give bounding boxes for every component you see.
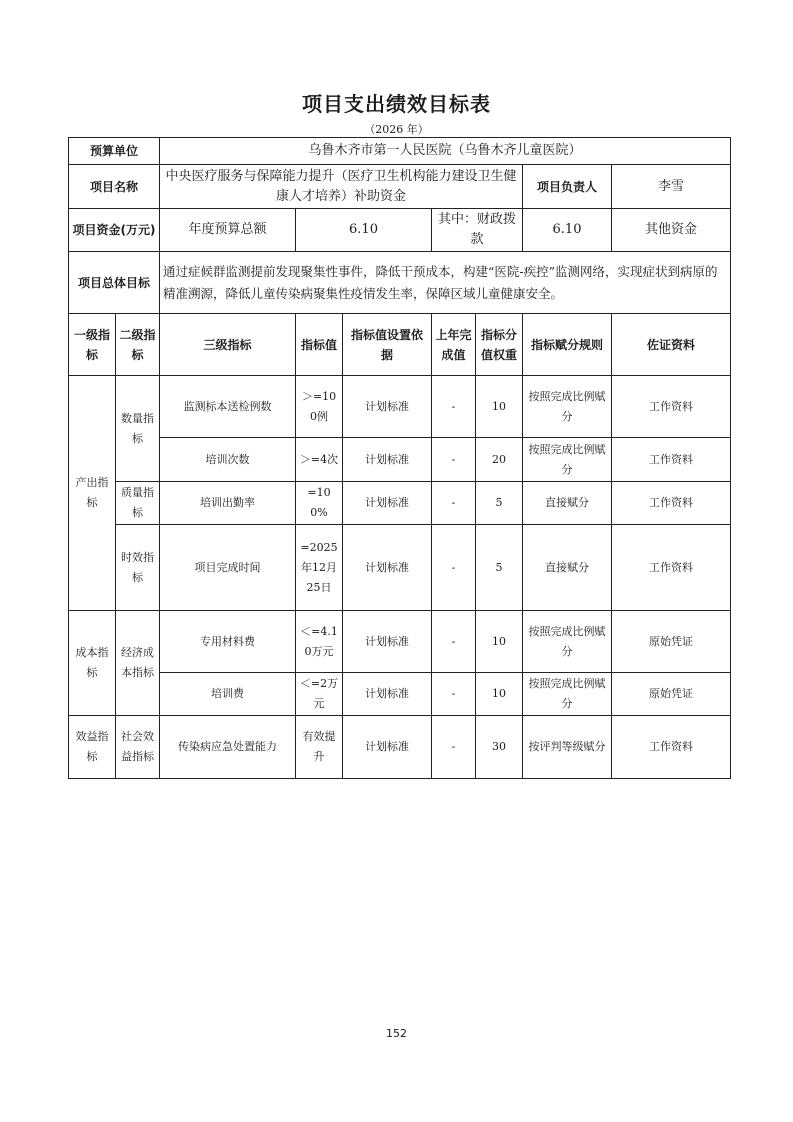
row-rule: 按照完成比例赋分 [523,673,612,716]
project-funds-row [69,209,731,252]
col-weight: 指标分值权重 [476,314,523,376]
annual-budget-value: 6.10 [296,209,432,252]
row-evidence: 工作资料 [612,525,731,611]
row-weight: 10 [476,376,523,438]
table-row [69,611,731,673]
page-number: 152 [386,1027,407,1040]
row-last-year: - [432,673,476,716]
row-value: =2025年12月25日 [296,525,343,611]
row-last-year: - [432,376,476,438]
project-leader-value: 李雪 [612,165,731,209]
group-quality: 质量指标 [116,482,160,525]
row-evidence: 工作资料 [612,482,731,525]
row-basis: 计划标准 [343,611,432,673]
overall-goal-label: 项目总体目标 [69,252,160,314]
row-basis: 计划标准 [343,525,432,611]
row-basis: 计划标准 [343,376,432,438]
row-evidence: 工作资料 [612,438,731,482]
row-value: ＜=2万元 [296,673,343,716]
row-rule: 按照完成比例赋分 [523,438,612,482]
col-level2: 二级指标 [116,314,160,376]
group-benefit: 效益指标 [69,716,116,779]
col-evidence: 佐证资料 [612,314,731,376]
row-level3: 专用材料费 [160,611,296,673]
row-value: =100% [296,482,343,525]
table-row [69,525,731,611]
row-weight: 10 [476,673,523,716]
col-rule: 指标赋分规则 [523,314,612,376]
row-basis: 计划标准 [343,673,432,716]
row-level3: 培训费 [160,673,296,716]
row-basis: 计划标准 [343,438,432,482]
row-last-year: - [432,611,476,673]
col-basis: 指标值设置依据 [343,314,432,376]
budget-unit-label: 预算单位 [69,138,160,165]
budget-unit-row [69,138,731,165]
table-row [69,482,731,525]
project-name-value: 中央医疗服务与保障能力提升（医疗卫生机构能力建设卫生健康人才培养）补助资金 [160,165,523,209]
row-last-year: - [432,525,476,611]
row-level3: 传染病应急处置能力 [160,716,296,779]
row-rule: 按照完成比例赋分 [523,611,612,673]
table-row [69,376,731,438]
row-rule: 按评判等级赋分 [523,716,612,779]
group-social-benefit: 社会效益指标 [116,716,160,779]
project-name-label: 项目名称 [69,165,160,209]
row-weight: 10 [476,611,523,673]
performance-target-table [68,137,731,779]
row-rule: 直接赋分 [523,482,612,525]
row-level3: 监测标本送检例数 [160,376,296,438]
row-last-year: - [432,482,476,525]
group-timeliness: 时效指标 [116,525,160,611]
group-economic-cost: 经济成本指标 [116,611,160,716]
fiscal-allocation-value: 6.10 [523,209,612,252]
table-row [69,438,731,482]
row-value: 有效提升 [296,716,343,779]
row-basis: 计划标准 [343,482,432,525]
fiscal-allocation-label: 其中：财政拨款 [432,209,523,252]
column-header-row [69,314,731,376]
overall-goal-text: 通过症候群监测提前发现聚集性事件，降低干预成本，构建“医院-疾控”监测网络，实现症状到病原的精准溯源，降低儿童传染病聚集性疫情发生率，保障区域儿童健康安全。 [160,252,731,314]
budget-unit-value: 乌鲁木齐市第一人民医院（乌鲁木齐儿童医院） [160,138,731,165]
row-value: ＞=100例 [296,376,343,438]
row-evidence: 原始凭证 [612,673,731,716]
other-funds-label: 其他资金 [612,209,731,252]
row-evidence: 工作资料 [612,376,731,438]
project-leader-label: 项目负责人 [523,165,612,209]
row-evidence: 工作资料 [612,716,731,779]
row-weight: 5 [476,525,523,611]
col-level3: 三级指标 [160,314,296,376]
row-weight: 30 [476,716,523,779]
col-last-year: 上年完成值 [432,314,476,376]
row-level3: 培训出勤率 [160,482,296,525]
row-value: ＜=4.10万元 [296,611,343,673]
row-level3: 项目完成时间 [160,525,296,611]
document-year: （2026 年） [364,123,429,136]
overall-goal-row [69,252,731,314]
table-row [69,673,731,716]
project-name-row [69,165,731,209]
row-last-year: - [432,716,476,779]
group-output: 产出指标 [69,376,116,611]
row-basis: 计划标准 [343,716,432,779]
project-funds-label: 项目资金(万元) [69,209,160,252]
row-weight: 20 [476,438,523,482]
annual-budget-label: 年度预算总额 [160,209,296,252]
group-cost: 成本指标 [69,611,116,716]
col-level1: 一级指标 [69,314,116,376]
row-last-year: - [432,438,476,482]
row-weight: 5 [476,482,523,525]
row-rule: 按照完成比例赋分 [523,376,612,438]
col-value: 指标值 [296,314,343,376]
table-row [69,716,731,779]
row-value: ＞=4次 [296,438,343,482]
row-rule: 直接赋分 [523,525,612,611]
document-title: 项目支出绩效目标表 [302,92,491,116]
row-evidence: 原始凭证 [612,611,731,673]
row-level3: 培训次数 [160,438,296,482]
group-quantity: 数量指标 [116,376,160,482]
